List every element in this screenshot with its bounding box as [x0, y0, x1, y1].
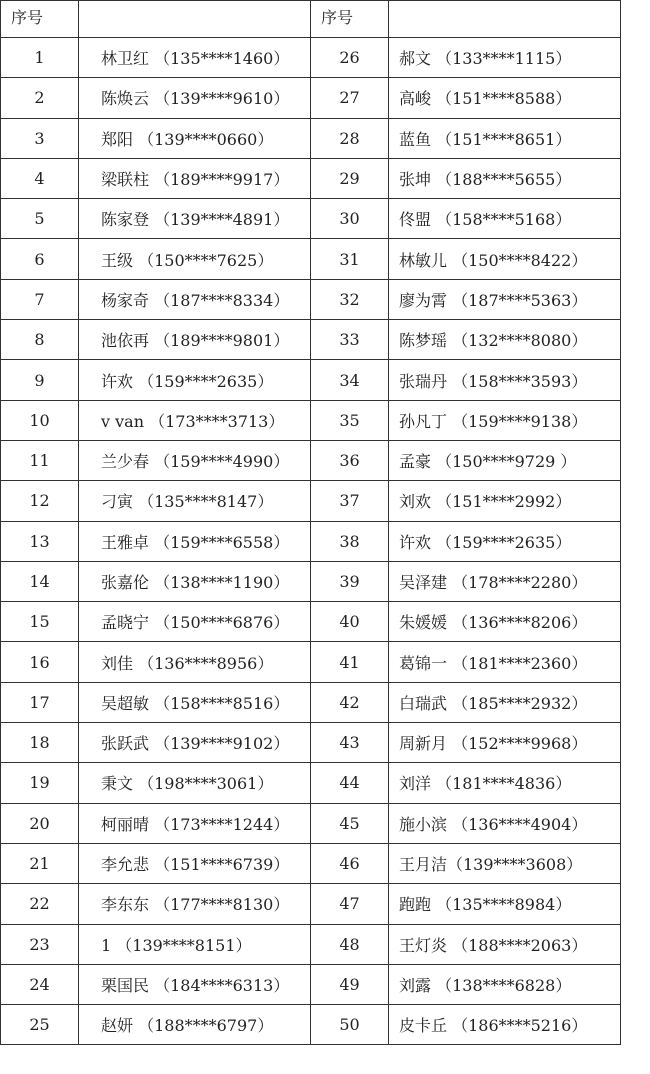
- serial-cell-left: 13: [1, 521, 79, 561]
- serial-cell-left: 10: [1, 400, 79, 440]
- serial-cell-left: 17: [1, 682, 79, 722]
- table-row: [1, 561, 621, 601]
- serial-cell-left: 7: [1, 279, 79, 319]
- entry-cell-left: 杨家奇 （187****8334）: [79, 279, 311, 319]
- table-row: [1, 481, 621, 521]
- serial-cell-left: 18: [1, 723, 79, 763]
- entry-cell-left: 刘佳 （136****8956）: [79, 642, 311, 682]
- serial-cell-left: 25: [1, 1005, 79, 1045]
- serial-cell-left: 19: [1, 763, 79, 803]
- entry-cell-left: 刁寅 （135****8147）: [79, 481, 311, 521]
- entry-cell-left: 梁联柱 （189****9917）: [79, 158, 311, 198]
- table-row: [1, 1005, 621, 1045]
- serial-cell-right: 40: [311, 602, 389, 642]
- serial-cell-left: 5: [1, 199, 79, 239]
- table-row: [1, 642, 621, 682]
- entry-cell-left: 王雅卓 （159****6558）: [79, 521, 311, 561]
- entry-cell-right: 刘欢 （151****2992）: [389, 481, 621, 521]
- entry-cell-left: 郑阳 （139****0660）: [79, 118, 311, 158]
- table-row: [1, 803, 621, 843]
- header-entry-2: [389, 1, 621, 38]
- entry-cell-left: 李东东 （177****8130）: [79, 884, 311, 924]
- serial-cell-left: 20: [1, 803, 79, 843]
- serial-cell-right: 44: [311, 763, 389, 803]
- serial-cell-left: 14: [1, 561, 79, 601]
- entry-cell-left: 王级 （150****7625）: [79, 239, 311, 279]
- table-row: [1, 400, 621, 440]
- table-header: [1, 1, 621, 38]
- serial-cell-right: 39: [311, 561, 389, 601]
- entry-cell-right: 许欢 （159****2635）: [389, 521, 621, 561]
- serial-cell-left: 8: [1, 320, 79, 360]
- entry-cell-left: 赵妍 （188****6797）: [79, 1005, 311, 1045]
- entry-cell-left: 吴超敏 （158****8516）: [79, 682, 311, 722]
- serial-cell-left: 16: [1, 642, 79, 682]
- entry-cell-right: 郝文 （133****1115）: [389, 38, 621, 78]
- serial-cell-left: 9: [1, 360, 79, 400]
- entry-cell-right: 白瑞武 （185****2932）: [389, 682, 621, 722]
- serial-cell-right: 50: [311, 1005, 389, 1045]
- entry-cell-right: 高峻 （151****8588）: [389, 78, 621, 118]
- serial-cell-right: 46: [311, 843, 389, 883]
- table-row: [1, 602, 621, 642]
- entry-cell-right: 廖为霄 （187****5363）: [389, 279, 621, 319]
- table-row: [1, 360, 621, 400]
- serial-cell-right: 48: [311, 924, 389, 964]
- table-row: [1, 440, 621, 480]
- table-row: [1, 199, 621, 239]
- entry-cell-right: 葛锦一 （181****2360）: [389, 642, 621, 682]
- entry-cell-left: 栗国民 （184****6313）: [79, 964, 311, 1004]
- table-row: [1, 38, 621, 78]
- entry-cell-left: 许欢 （159****2635）: [79, 360, 311, 400]
- entry-cell-right: 周新月 （152****9968）: [389, 723, 621, 763]
- entry-cell-right: 蓝鱼 （151****8651）: [389, 118, 621, 158]
- entry-cell-left: v van （173****3713）: [79, 400, 311, 440]
- serial-cell-left: 21: [1, 843, 79, 883]
- entry-cell-right: 刘洋 （181****4836）: [389, 763, 621, 803]
- table-row: [1, 279, 621, 319]
- serial-cell-right: 29: [311, 158, 389, 198]
- entry-cell-left: 1 （139****8151）: [79, 924, 311, 964]
- entry-cell-left: 池依再 （189****9801）: [79, 320, 311, 360]
- entry-cell-right: 孟豪 （150****9729 ）: [389, 440, 621, 480]
- table-row: [1, 964, 621, 1004]
- serial-cell-right: 35: [311, 400, 389, 440]
- serial-cell-right: 37: [311, 481, 389, 521]
- table-row: [1, 843, 621, 883]
- entry-cell-right: 朱媛媛 （136****8206）: [389, 602, 621, 642]
- entry-cell-left: 陈焕云 （139****9610）: [79, 78, 311, 118]
- serial-cell-right: 42: [311, 682, 389, 722]
- entry-cell-right: 张瑞丹 （158****3593）: [389, 360, 621, 400]
- entry-cell-right: 佟盟 （158****5168）: [389, 199, 621, 239]
- entry-cell-left: 柯丽晴 （173****1244）: [79, 803, 311, 843]
- entry-cell-left: 张嘉伦 （138****1190）: [79, 561, 311, 601]
- entry-cell-right: 吴泽建 （178****2280）: [389, 561, 621, 601]
- entry-cell-right: 孙凡丁 （159****9138）: [389, 400, 621, 440]
- serial-cell-right: 45: [311, 803, 389, 843]
- entry-cell-right: 林敏儿 （150****8422）: [389, 239, 621, 279]
- table-row: [1, 723, 621, 763]
- serial-cell-left: 12: [1, 481, 79, 521]
- table-row: [1, 118, 621, 158]
- table-row: [1, 884, 621, 924]
- serial-cell-left: 15: [1, 602, 79, 642]
- serial-cell-right: 33: [311, 320, 389, 360]
- entry-cell-left: 张跃武 （139****9102）: [79, 723, 311, 763]
- serial-cell-right: 34: [311, 360, 389, 400]
- serial-cell-right: 27: [311, 78, 389, 118]
- entry-cell-left: 林卫红 （135****1460）: [79, 38, 311, 78]
- serial-cell-right: 30: [311, 199, 389, 239]
- serial-cell-right: 43: [311, 723, 389, 763]
- serial-cell-left: 2: [1, 78, 79, 118]
- entry-cell-right: 施小滨 （136****4904）: [389, 803, 621, 843]
- serial-cell-right: 26: [311, 38, 389, 78]
- serial-cell-right: 31: [311, 239, 389, 279]
- table-row: [1, 763, 621, 803]
- serial-cell-left: 11: [1, 440, 79, 480]
- header-row: [1, 1, 621, 38]
- serial-cell-left: 24: [1, 964, 79, 1004]
- serial-cell-right: 38: [311, 521, 389, 561]
- table-row: [1, 320, 621, 360]
- table-row: [1, 239, 621, 279]
- serial-cell-left: 23: [1, 924, 79, 964]
- serial-cell-right: 47: [311, 884, 389, 924]
- table-row: [1, 158, 621, 198]
- entry-cell-right: 王灯炎 （188****2063）: [389, 924, 621, 964]
- entry-cell-left: 陈家登 （139****4891）: [79, 199, 311, 239]
- serial-cell-left: 22: [1, 884, 79, 924]
- header-serial-1: 序号: [1, 1, 79, 38]
- serial-cell-left: 1: [1, 38, 79, 78]
- entry-cell-right: 皮卡丘 （186****5216）: [389, 1005, 621, 1045]
- entry-cell-right: 陈梦瑶 （132****8080）: [389, 320, 621, 360]
- entry-cell-left: 兰少春 （159****4990）: [79, 440, 311, 480]
- entry-cell-left: 孟晓宁 （150****6876）: [79, 602, 311, 642]
- table-row: [1, 924, 621, 964]
- entry-cell-right: 张坤 （188****5655）: [389, 158, 621, 198]
- table-row: [1, 521, 621, 561]
- serial-cell-left: 6: [1, 239, 79, 279]
- entry-cell-right: 王月洁（139****3608）: [389, 843, 621, 883]
- table-body: [1, 38, 621, 1045]
- entry-cell-right: 刘露 （138****6828）: [389, 964, 621, 1004]
- serial-cell-right: 28: [311, 118, 389, 158]
- table-row: [1, 78, 621, 118]
- serial-cell-left: 4: [1, 158, 79, 198]
- table-row: [1, 682, 621, 722]
- entry-cell-left: 李允悲 （151****6739）: [79, 843, 311, 883]
- serial-cell-right: 36: [311, 440, 389, 480]
- header-entry-1: [79, 1, 311, 38]
- entry-cell-right: 跑跑 （135****8984）: [389, 884, 621, 924]
- serial-cell-right: 49: [311, 964, 389, 1004]
- serial-cell-left: 3: [1, 118, 79, 158]
- entry-cell-left: 秉文 （198****3061）: [79, 763, 311, 803]
- serial-cell-right: 32: [311, 279, 389, 319]
- header-serial-2: 序号: [311, 1, 389, 38]
- serial-cell-right: 41: [311, 642, 389, 682]
